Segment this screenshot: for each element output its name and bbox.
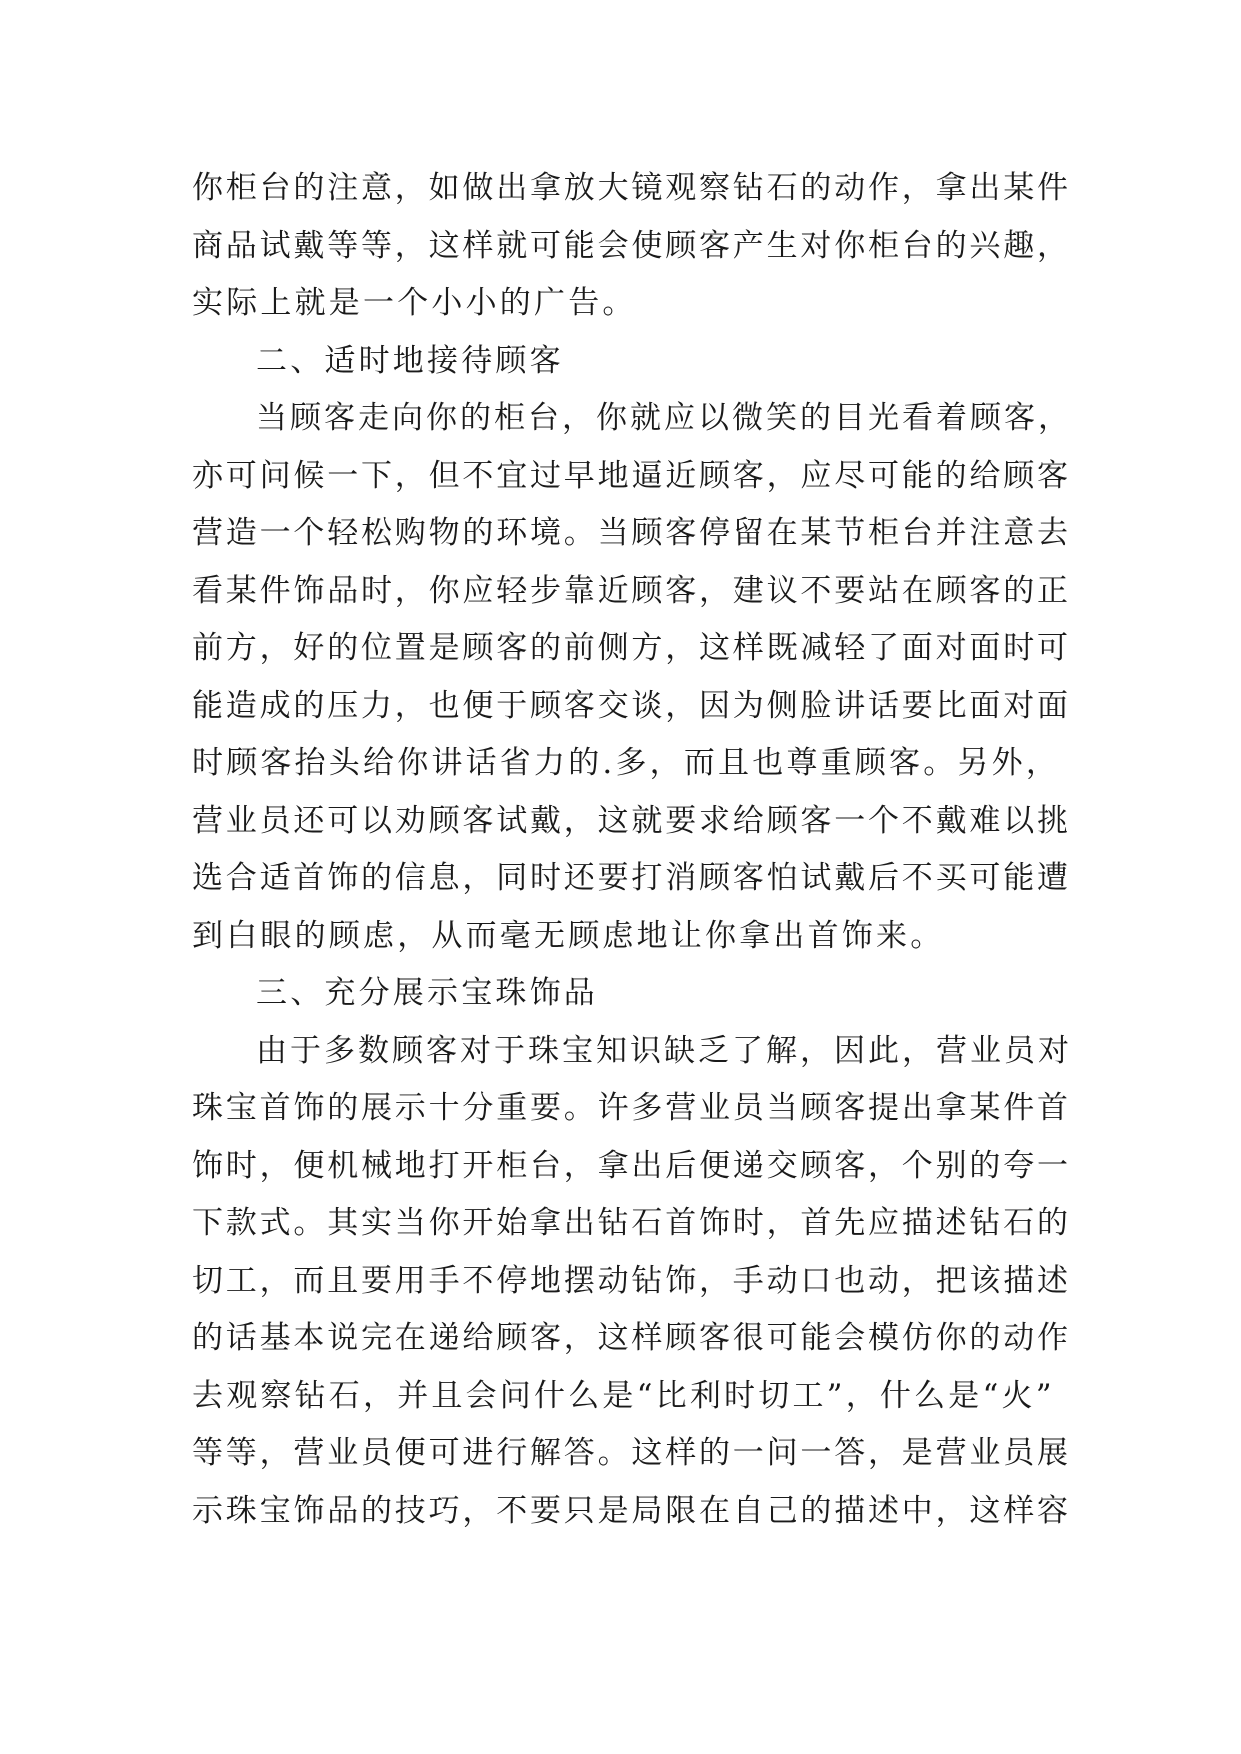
text-line: 到白眼的顾虑，从而毫无顾虑地让你拿出首饰来。 [192, 917, 945, 954]
paragraph-first-line: 当顾客走向你的柜台，你就应以微笑的目光看着顾客， [256, 400, 1072, 436]
text-line: 营业员还可以劝顾客试戴，这就要求给顾客一个不戴难以挑 [192, 802, 1071, 839]
text-line: 亦可问候一下，但不宜过早地逼近顾客，应尽可能的给顾客 [192, 457, 1071, 494]
body-text [192, 160, 1072, 1540]
text-line: 前方，好的位置是顾客的前侧方，这样既减轻了面对面时可 [192, 630, 1071, 666]
text-line: 的话基本说完在递给顾客，这样顾客很可能会模仿你的动作 [192, 1320, 1071, 1356]
text-line: 示珠宝饰品的技巧，不要只是局限在自己的描述中，这样容 [192, 1492, 1071, 1529]
text-line: 商品试戴等等，这样就可能会使顾客产生对你柜台的兴趣， [192, 227, 1071, 264]
text-line: 珠宝首饰的展示十分重要。许多营业员当顾客提出拿某件首 [192, 1090, 1071, 1126]
text-line: 选合适首饰的信息，同时还要打消顾客怕试戴后不买可能遭 [192, 860, 1071, 896]
text-line: 你柜台的注意，如做出拿放大镜观察钻石的动作，拿出某件 [192, 170, 1071, 206]
section-heading: 三、充分展示宝珠饰品 [256, 975, 598, 1011]
text-line: 下款式。其实当你开始拿出钻石首饰时，首先应描述钻石的 [192, 1205, 1071, 1241]
paragraph-first-line: 由于多数顾客对于珠宝知识缺乏了解，因此，营业员对 [256, 1032, 1072, 1069]
text-line: 能造成的压力，也便于顾客交谈，因为侧脸讲话要比面对面 [192, 687, 1071, 724]
text-line: 营造一个轻松购物的环境。当顾客停留在某节柜台并注意去 [192, 515, 1071, 551]
text-line: 饰时，便机械地打开柜台，拿出后便递交顾客，个别的夸一 [192, 1147, 1071, 1184]
text-line: 实际上就是一个小小的广告。 [192, 285, 637, 321]
text-line: 看某件饰品时，你应轻步靠近顾客，建议不要站在顾客的正 [192, 572, 1071, 609]
text-line: 等等，营业员便可进行解答。这样的一问一答，是营业员展 [192, 1435, 1071, 1471]
text-line: 切工，而且要用手不停地摆动钻饰，手动口也动，把该描述 [192, 1262, 1071, 1299]
section-heading: 二、适时地接待顾客 [256, 342, 564, 379]
text-line: 时顾客抬头给你讲话省力的.多，而且也尊重顾客。另外， [192, 745, 1061, 781]
text-line: 去观察钻石，并且会问什么是“比利时切工”，什么是“火” [192, 1377, 1055, 1414]
